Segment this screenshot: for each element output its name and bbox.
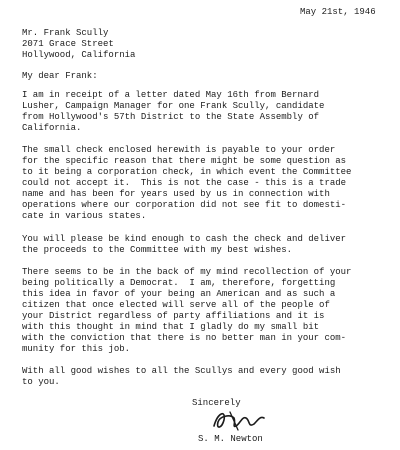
handwritten-signature	[208, 406, 268, 434]
paragraph-line: operations where our corporation did not see fit to domesti-	[22, 200, 347, 210]
paragraph-line: cate in various states.	[22, 211, 147, 221]
letter-date: May 21st, 1946	[300, 7, 376, 17]
paragraph-line: munity for this job.	[22, 344, 131, 354]
paragraph-line: with this thought in mind that I gladly do my small bit	[22, 322, 320, 332]
paragraph-line: Lusher, Campaign Manager for one Frank Scully, candidate	[22, 101, 325, 111]
paragraph-line: citizen that once elected will serve all of the people of	[22, 300, 330, 310]
paragraph-line: name and has been for years used by us in connection with	[22, 189, 330, 199]
signer-name: S. M. Newton	[198, 434, 263, 444]
paragraph-line: to it being a corporation check, in which event the Committee	[22, 167, 352, 177]
address-line: Hollywood, California	[22, 50, 136, 60]
paragraph-line: You will please be kind enough to cash the check and deliver	[22, 234, 347, 244]
paragraph-line: with the conviction that there is no better man in your com-	[22, 333, 347, 343]
paragraph-line: from Hollywood's 57th District to the State Assembly of	[22, 112, 320, 122]
paragraph-line: The small check enclosed herewith is payable to your order	[22, 145, 336, 155]
address-line: Mr. Frank Scully	[22, 28, 109, 38]
paragraph-line: could not accept it. This is not the case - this is a trade	[22, 178, 347, 188]
paragraph-line: being politically a Democrat. I am, therefore, forgetting	[22, 278, 336, 288]
paragraph-line: I am in receipt of a letter dated May 16th from Bernard	[22, 90, 320, 100]
paragraph-line: your District regardless of party affiliations and it is	[22, 311, 325, 321]
paragraph-line: the proceeds to the Committee with my best wishes.	[22, 245, 293, 255]
paragraph-line: With all good wishes to all the Scullys and every good wish	[22, 366, 341, 376]
paragraph-line: California.	[22, 123, 82, 133]
paragraph-line: this idea in favor of your being an American and as such a	[22, 289, 336, 299]
salutation: My dear Frank:	[22, 71, 98, 81]
paragraph-line: for the specific reason that there might be some question as	[22, 156, 347, 166]
address-line: 2071 Grace Street	[22, 39, 114, 49]
closing: Sincerely	[192, 398, 241, 408]
paragraph-line: to you.	[22, 377, 60, 387]
paragraph-line: There seems to be in the back of my mind recollection of your	[22, 267, 352, 277]
